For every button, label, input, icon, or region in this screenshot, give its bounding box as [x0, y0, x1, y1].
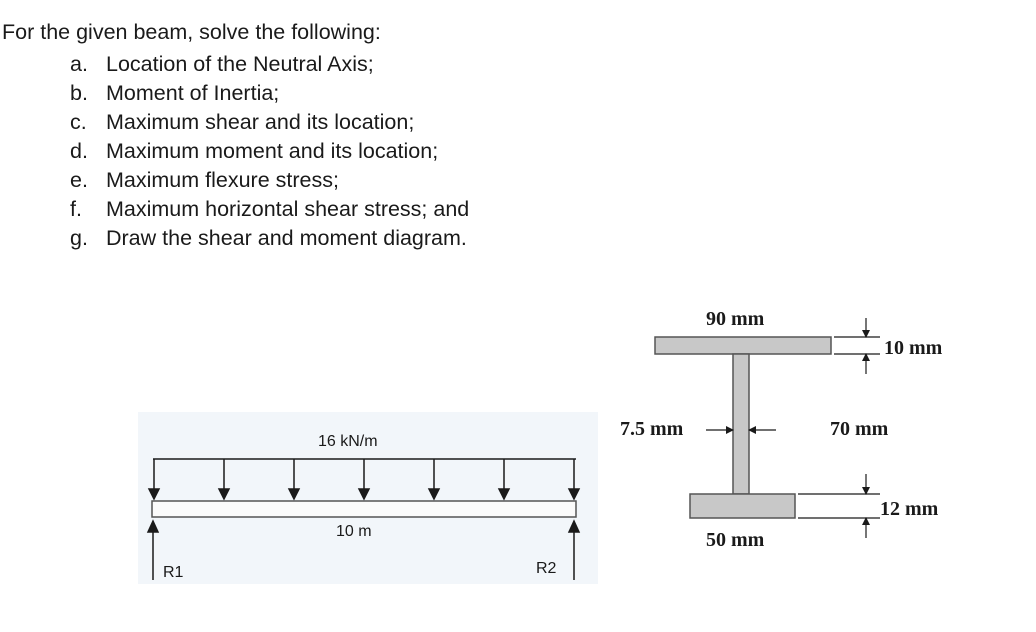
task-letter: c.	[70, 110, 87, 134]
bottom-flange	[690, 494, 795, 518]
web-thickness-label: 7.5 mm	[620, 418, 684, 440]
left-reaction-label: R1	[163, 564, 184, 581]
task-letter: b.	[70, 81, 88, 105]
top-flange-thickness-label: 10 mm	[884, 337, 943, 359]
top-flange-width-label: 90 mm	[706, 308, 765, 330]
task-letter: e.	[70, 168, 88, 192]
task-letter: d.	[70, 139, 88, 163]
beam-diagram	[138, 412, 598, 584]
task-text: Maximum flexure stress;	[106, 168, 339, 192]
task-text: Moment of Inertia;	[106, 81, 280, 105]
web-height-label: 70 mm	[830, 418, 889, 440]
problem-intro: For the given beam, solve the following:	[2, 20, 381, 44]
task-text: Maximum shear and its location;	[106, 110, 415, 134]
top-flange	[655, 337, 831, 354]
cross-section	[620, 308, 943, 551]
right-reaction-label: R2	[536, 560, 557, 577]
task-text: Maximum horizontal shear stress; and	[106, 197, 470, 221]
span-label: 10 m	[336, 523, 372, 540]
task-letter: g.	[70, 226, 88, 250]
beam-body	[152, 501, 576, 517]
bottom-flange-thickness-label: 12 mm	[880, 498, 939, 520]
task-letter: a.	[70, 52, 88, 76]
web	[733, 354, 749, 494]
bottom-flange-width-label: 50 mm	[706, 529, 765, 551]
task-text: Maximum moment and its location;	[106, 139, 439, 163]
task-text: Location of the Neutral Axis;	[106, 52, 374, 76]
task-letter: f.	[70, 197, 82, 221]
task-text: Draw the shear and moment diagram.	[106, 226, 467, 250]
load-label: 16 kN/m	[318, 433, 378, 450]
